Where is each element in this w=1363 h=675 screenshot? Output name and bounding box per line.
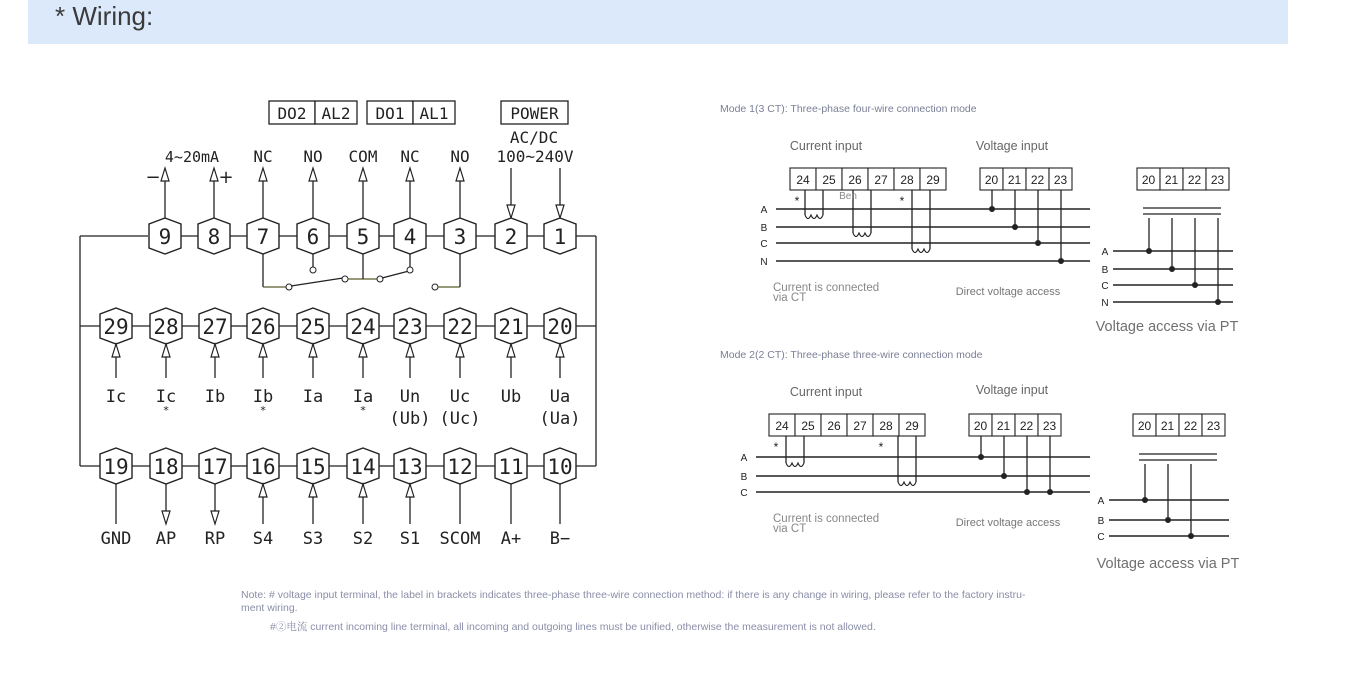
mode2-ct-note-1: Current is connected — [773, 513, 880, 525]
terminal-arrow-3 — [456, 168, 464, 181]
terminal-number-17: 17 — [202, 455, 228, 479]
mode1-ct-note-2: via CT — [773, 292, 807, 304]
mode1-pt-phase-N: N — [1101, 298, 1109, 309]
terminal-number-14: 14 — [350, 455, 376, 479]
terminal-number-13: 13 — [397, 455, 423, 479]
page-title: * Wiring: — [55, 1, 154, 31]
mode1-voltage-node — [1058, 258, 1064, 264]
terminal-number-3: 3 — [453, 225, 467, 249]
mode2-pt-node — [1165, 517, 1171, 523]
terminal-arrow-26 — [259, 344, 267, 357]
terminal-arrow-17 — [211, 511, 219, 524]
terminal-arrow-5 — [359, 168, 367, 181]
terminal-number-22: 22 — [447, 315, 473, 339]
relay-contact — [407, 267, 413, 273]
mode1-direct-note: Direct voltage access — [955, 286, 1061, 298]
mode2-voltage-terminal-21: 21 — [996, 419, 1011, 433]
mode1-voltage-terminal-23: 23 — [1053, 173, 1068, 187]
terminal-label-4-20ma: 4~20mA — [164, 148, 220, 166]
mode1-ct-star: * — [794, 194, 800, 208]
terminal-label-23: Un — [399, 387, 421, 407]
terminal-label-25: Ia — [302, 387, 324, 407]
terminal-number-15: 15 — [300, 455, 326, 479]
terminal-label-22: Uc — [449, 387, 471, 407]
relay-label-al1: AL1 — [419, 104, 449, 123]
power-label: POWER — [510, 104, 559, 123]
mode2-pt-note: Voltage access via PT — [1096, 556, 1240, 572]
mode1-current-terminal-29: 29 — [926, 173, 940, 187]
terminal-arrow-6 — [309, 168, 317, 181]
terminal-number-20: 20 — [547, 315, 573, 339]
terminal-label-16: S4 — [252, 529, 274, 549]
mode1-ct-note-1: Current is connected — [773, 282, 880, 294]
terminal-arrow-27 — [211, 344, 219, 357]
terminal-label-10: B− — [549, 529, 571, 549]
relay-label-al2: AL2 — [321, 104, 351, 123]
mode1-voltage-input-label: Voltage input — [975, 139, 1049, 153]
terminal-sub-20: (Ua) — [539, 409, 581, 429]
note-line-3: #②电流 current incoming line terminal, all incoming and outgoing lines must be unified, otherwise the measurement is not allowed. — [270, 621, 876, 633]
terminal-label-26: Ib — [252, 387, 274, 407]
mode2-pt-terminal-22: 22 — [1183, 419, 1198, 433]
mode2-ct-star: * — [773, 440, 779, 454]
mode1-ben-label: Ben — [839, 191, 857, 202]
mode1-current-terminal-26: 26 — [848, 173, 862, 187]
terminal-number-23: 23 — [397, 315, 423, 339]
terminal-number-11: 11 — [498, 455, 524, 479]
mode1-voltage-node — [989, 206, 995, 212]
mode1-title: Mode 1(3 CT): Three-phase four-wire connection mode — [720, 103, 977, 115]
terminal-number-27: 27 — [202, 315, 228, 339]
mode1-voltage-terminal-22: 22 — [1030, 173, 1045, 187]
terminal-arrow-16 — [259, 484, 267, 497]
mode1-pt-note: Voltage access via PT — [1095, 319, 1239, 335]
terminal-number-12: 12 — [447, 455, 473, 479]
mode2-pt-node — [1188, 533, 1194, 539]
terminal-label-voltage: 100~240V — [496, 147, 574, 166]
relay-switch-2 — [382, 271, 409, 278]
terminal-label-20: Ua — [549, 387, 571, 407]
mode1-current-input-label: Current input — [789, 139, 863, 153]
mode2-voltage-node — [1047, 489, 1053, 495]
acdc-label: AC/DC — [509, 128, 559, 147]
terminal-label-3: NO — [450, 147, 470, 166]
terminal-star-28: * — [162, 404, 170, 417]
mode1-pt-terminal-23: 23 — [1210, 173, 1225, 187]
terminal-number-1: 1 — [553, 225, 567, 249]
mode2-phase-B: B — [740, 472, 748, 483]
terminal-arrow-15 — [309, 484, 317, 497]
mode2-phase-A: A — [740, 453, 748, 464]
mode2-ct-coil — [786, 463, 804, 467]
terminal-number-2: 2 — [504, 225, 518, 249]
terminal-number-16: 16 — [250, 455, 276, 479]
mode2-ct-note-2: via CT — [773, 523, 807, 535]
terminal-arrow-9 — [161, 168, 169, 181]
mode2-current-terminal-25: 25 — [801, 419, 815, 433]
terminal-number-8: 8 — [207, 225, 221, 249]
mode1-voltage-terminal-21: 21 — [1007, 173, 1022, 187]
mode2-current-terminal-29: 29 — [905, 419, 919, 433]
terminal-sub-23: (Ub) — [389, 409, 431, 429]
terminal-label-21: Ub — [500, 387, 522, 407]
terminal-sign-8: + — [218, 167, 234, 188]
mode1-phase-A: A — [760, 205, 768, 216]
note-line-2: ment wiring. — [241, 602, 298, 614]
power-arrow-1 — [556, 205, 564, 218]
mode2-voltage-node — [978, 454, 984, 460]
terminal-number-7: 7 — [256, 225, 270, 249]
terminal-arrow-28 — [162, 344, 170, 357]
terminal-number-18: 18 — [153, 455, 179, 479]
terminal-arrow-8 — [210, 168, 218, 181]
mode2-current-terminal-28: 28 — [879, 419, 893, 433]
terminal-label-4: NC — [400, 147, 420, 166]
terminal-number-5: 5 — [356, 225, 370, 249]
mode2-direct-note: Direct voltage access — [955, 517, 1061, 529]
terminal-number-24: 24 — [350, 315, 376, 339]
mode2-ct-coil — [898, 482, 916, 486]
terminal-number-10: 10 — [547, 455, 573, 479]
mode1-pt-node — [1192, 282, 1198, 288]
terminal-label-19: GND — [100, 529, 132, 549]
terminal-number-9: 9 — [158, 225, 172, 249]
mode2-pt-phase-A: A — [1097, 496, 1105, 507]
terminal-label-24: Ia — [352, 387, 374, 407]
mode1-pt-terminal-22: 22 — [1187, 173, 1202, 187]
mode2-voltage-node — [1024, 489, 1030, 495]
terminal-arrow-7 — [259, 168, 267, 181]
relay-contact — [286, 284, 292, 290]
terminal-label-28: Ic — [155, 387, 177, 407]
mode2-current-terminal-26: 26 — [827, 419, 841, 433]
relay-label-do1: DO1 — [375, 104, 405, 123]
terminal-label-7: NC — [253, 147, 273, 166]
terminal-label-6: NO — [303, 147, 323, 166]
terminal-star-24: * — [359, 404, 367, 417]
terminal-arrow-23 — [406, 344, 414, 357]
mode2-current-terminal-27: 27 — [853, 419, 867, 433]
terminal-arrow-24 — [359, 344, 367, 357]
mode1-voltage-terminal-20: 20 — [984, 173, 999, 187]
mode2-voltage-terminal-23: 23 — [1042, 419, 1057, 433]
mode1-current-terminal-27: 27 — [874, 173, 888, 187]
terminal-number-6: 6 — [306, 225, 320, 249]
mode2-ct-star: * — [878, 440, 884, 454]
note-line-1: Note: # voltage input terminal, the label in brackets indicates three-phase three-wire connection method: if there is any change in wiring, please refer to the factory instru- — [241, 589, 1026, 601]
mode1-pt-phase-B: B — [1101, 265, 1109, 276]
mode2-pt-phase-B: B — [1097, 516, 1105, 527]
terminal-arrow-25 — [309, 344, 317, 357]
mode1-voltage-node — [1012, 224, 1018, 230]
terminal-label-18: AP — [155, 529, 177, 549]
terminal-arrow-18 — [162, 511, 170, 524]
mode2-pt-terminal-20: 20 — [1137, 419, 1152, 433]
terminal-label-5: COM — [348, 147, 378, 166]
mode2-title: Mode 2(2 CT): Three-phase three-wire connection mode — [720, 349, 983, 361]
mode2-voltage-node — [1001, 473, 1007, 479]
terminal-label-27: Ib — [204, 387, 226, 407]
mode1-ct-star: * — [899, 194, 905, 208]
terminal-arrow-4 — [406, 168, 414, 181]
terminal-label-15: S3 — [302, 529, 324, 549]
terminal-number-28: 28 — [153, 315, 179, 339]
terminal-number-4: 4 — [403, 225, 417, 249]
mode1-current-terminal-25: 25 — [822, 173, 836, 187]
mode1-pt-terminal-20: 20 — [1141, 173, 1156, 187]
mode2-voltage-terminal-20: 20 — [973, 419, 988, 433]
mode1-pt-phase-C: C — [1101, 281, 1109, 292]
terminal-label-12: SCOM — [439, 529, 481, 549]
relay-contact — [342, 276, 348, 282]
mode1-ct-coil — [805, 215, 823, 219]
terminal-label-17: RP — [204, 529, 226, 549]
mode1-pt-node — [1215, 299, 1221, 305]
mode2-pt-terminal-23: 23 — [1206, 419, 1221, 433]
mode1-phase-C: C — [760, 239, 768, 250]
power-arrow-2 — [507, 205, 515, 218]
terminal-star-26: * — [259, 404, 267, 417]
terminal-number-25: 25 — [300, 315, 326, 339]
terminal-arrow-22 — [456, 344, 464, 357]
mode2-pt-phase-C: C — [1097, 532, 1105, 543]
terminal-arrow-14 — [359, 484, 367, 497]
terminal-arrow-13 — [406, 484, 414, 497]
mode1-current-terminal-28: 28 — [900, 173, 914, 187]
mode2-voltage-terminal-22: 22 — [1019, 419, 1034, 433]
mode1-ct-coil — [912, 249, 930, 253]
terminal-label-11: A+ — [500, 529, 522, 549]
mode1-phase-B: B — [760, 223, 768, 234]
mode1-pt-phase-A: A — [1101, 247, 1109, 258]
terminal-arrow-29 — [112, 344, 120, 357]
mode2-voltage-input-label: Voltage input — [975, 383, 1049, 397]
relay-contact — [432, 284, 438, 290]
mode1-pt-node — [1146, 248, 1152, 254]
terminal-sub-22: (Uc) — [439, 409, 481, 429]
mode2-pt-node — [1142, 497, 1148, 503]
mode2-current-terminal-24: 24 — [775, 419, 789, 433]
mode1-current-terminal-24: 24 — [796, 173, 810, 187]
mode1-pt-terminal-21: 21 — [1164, 173, 1179, 187]
terminal-label-13: S1 — [399, 529, 421, 549]
mode1-pt-node — [1169, 266, 1175, 272]
terminal-sign-9: − — [145, 167, 161, 188]
terminal-number-29: 29 — [103, 315, 129, 339]
mode1-phase-N: N — [760, 257, 768, 268]
relay-contact — [377, 276, 383, 282]
terminal-label-29: Ic — [105, 387, 127, 407]
relay-switch-1 — [291, 278, 343, 286]
terminal-number-19: 19 — [103, 455, 129, 479]
terminal-number-21: 21 — [498, 315, 524, 339]
mode1-voltage-node — [1035, 240, 1041, 246]
mode2-pt-terminal-21: 21 — [1160, 419, 1175, 433]
terminal-label-14: S2 — [352, 529, 374, 549]
terminal-number-26: 26 — [250, 315, 276, 339]
mode2-phase-C: C — [740, 488, 748, 499]
mode1-ct-coil — [853, 233, 871, 237]
relay-contact — [310, 267, 316, 273]
relay-label-do2: DO2 — [277, 104, 307, 123]
mode2-current-input-label: Current input — [789, 385, 863, 399]
terminal-arrow-20 — [556, 344, 564, 357]
terminal-arrow-21 — [507, 344, 515, 357]
